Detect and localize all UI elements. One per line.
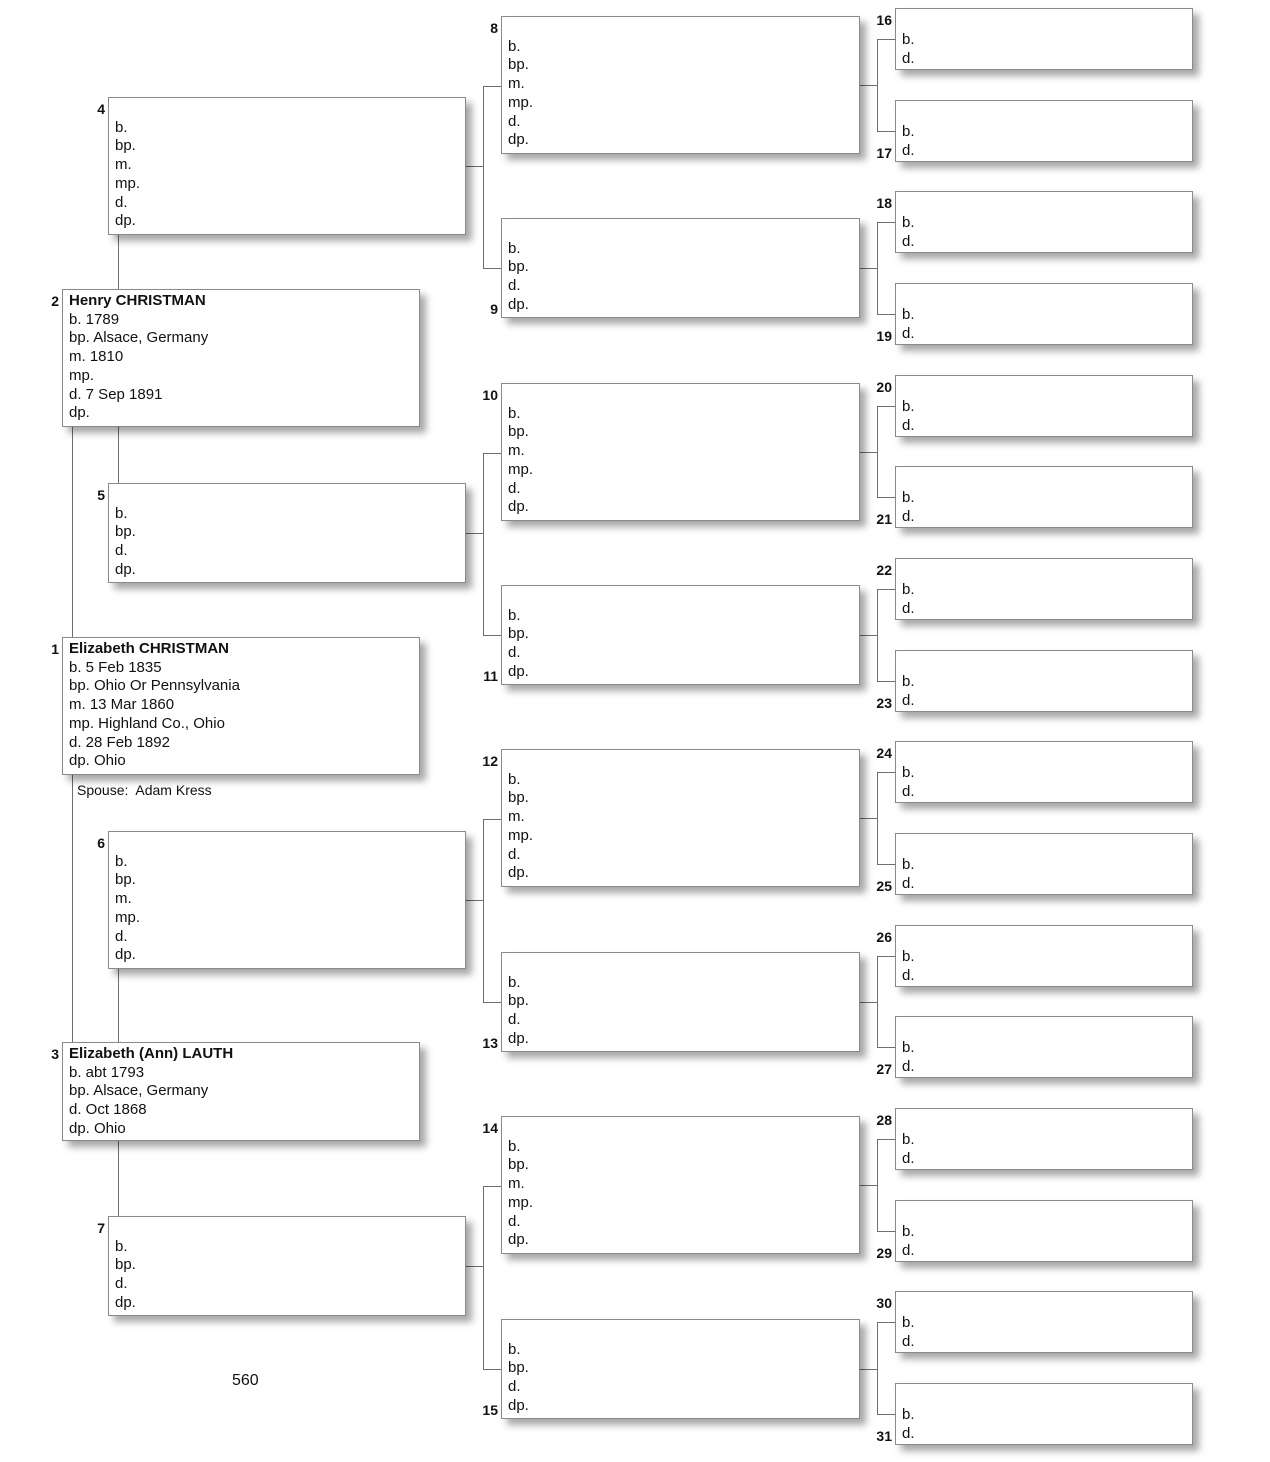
detail-line: dp.	[508, 662, 529, 680]
detail-line: b.	[902, 1314, 915, 1331]
person-number: 24	[876, 745, 892, 761]
person-box-26[interactable]	[895, 925, 1193, 987]
connector-13	[483, 1002, 501, 1003]
detail-line: b.	[902, 1039, 915, 1056]
person-details	[508, 588, 529, 682]
connector-24	[877, 772, 895, 773]
detail-line: mp.	[508, 93, 534, 111]
person-number: 19	[876, 328, 892, 344]
person-box-24[interactable]	[895, 741, 1193, 803]
connector-21	[877, 497, 895, 498]
person-name	[115, 486, 136, 505]
detail-line: b.	[508, 973, 521, 991]
person-box-7[interactable]	[108, 1216, 466, 1316]
detail-line: m.	[115, 890, 132, 908]
connector-3-7	[118, 1141, 119, 1216]
detail-line: d.	[902, 416, 915, 434]
detail-line: b.	[902, 398, 915, 415]
person-box-21[interactable]	[895, 466, 1193, 528]
connector-5-v	[483, 453, 484, 635]
detail-line: b.	[902, 31, 915, 48]
detail-line: bp. Ohio Or Pennsylvania	[69, 677, 240, 695]
person-details	[902, 1314, 915, 1351]
connector-14	[483, 1186, 501, 1187]
person-name	[508, 955, 529, 974]
connector-7-v	[483, 1186, 484, 1369]
detail-line: d.	[902, 1332, 915, 1350]
connector-31	[877, 1414, 895, 1415]
detail-line: dp.	[115, 212, 136, 230]
detail-line: d.	[902, 874, 915, 892]
connector-14-h	[860, 1185, 877, 1186]
connector-5-h	[466, 533, 483, 534]
detail-line: b.	[508, 606, 521, 624]
detail-line: d. Oct 1868	[69, 1101, 147, 1119]
person-name: Elizabeth (Ann) LAUTH	[69, 1045, 234, 1062]
detail-line: mp.	[69, 366, 95, 384]
detail-line: d.	[902, 966, 915, 984]
connector-18	[877, 222, 895, 223]
connector-6-v	[483, 819, 484, 1002]
detail-line: bp. Alsace, Germany	[69, 1082, 209, 1100]
person-details	[902, 856, 915, 893]
connector-8-v	[877, 39, 878, 131]
detail-line: b.	[508, 770, 521, 788]
detail-line: b.	[508, 239, 521, 257]
connector-12-v	[877, 772, 878, 864]
detail-line: d.	[508, 1378, 521, 1396]
connector-8	[483, 86, 501, 87]
detail-line: d.	[902, 141, 915, 159]
detail-line: d.	[902, 1424, 915, 1442]
detail-line: bp.	[508, 423, 529, 441]
detail-line: b.	[115, 852, 128, 870]
detail-line: d.	[902, 1241, 915, 1259]
detail-line: d.	[115, 542, 128, 560]
detail-line: dp. Ohio	[69, 1119, 126, 1137]
detail-line: b.	[115, 504, 128, 522]
detail-line: bp. Alsace, Germany	[69, 329, 209, 347]
person-number: 26	[876, 929, 892, 945]
detail-line: mp.	[508, 1193, 534, 1211]
person-box-6[interactable]	[108, 831, 466, 969]
connector-12-h	[860, 818, 877, 819]
connector-25	[877, 864, 895, 865]
detail-line: d.	[508, 277, 521, 295]
person-name	[508, 1119, 533, 1138]
person-details	[69, 640, 240, 771]
detail-line: b.	[902, 856, 915, 873]
detail-line: bp.	[115, 1256, 136, 1274]
detail-line: dp.	[508, 498, 529, 516]
detail-line: b.	[902, 948, 915, 965]
person-name	[508, 588, 529, 607]
connector-8-h	[860, 85, 877, 86]
connector-2-5	[118, 427, 119, 483]
detail-line: dp.	[115, 946, 136, 964]
detail-line: b.	[902, 489, 915, 506]
detail-line: b.	[902, 1223, 915, 1240]
connector-30	[877, 1322, 895, 1323]
connector-11-h	[860, 635, 877, 636]
connector-15	[483, 1369, 501, 1370]
detail-line: d. 28 Feb 1892	[69, 733, 170, 751]
person-box-30[interactable]	[895, 1291, 1193, 1353]
person-box-5[interactable]	[108, 483, 466, 583]
person-number: 21	[876, 511, 892, 527]
person-details	[902, 214, 915, 251]
spouse-label: Spouse:	[77, 782, 129, 798]
person-details	[508, 752, 533, 883]
connector-11	[483, 635, 501, 636]
connector-4-v	[483, 86, 484, 268]
person-box-10[interactable]	[501, 383, 860, 521]
person-box-15[interactable]	[501, 1319, 860, 1419]
person-details	[115, 100, 140, 231]
detail-line: m. 1810	[69, 348, 124, 366]
person-details	[902, 489, 915, 526]
detail-line: d.	[902, 232, 915, 250]
detail-line: d.	[902, 324, 915, 342]
person-box-3[interactable]	[62, 1042, 420, 1141]
person-number: 18	[876, 195, 892, 211]
spouse-name: Adam Kress	[135, 782, 212, 798]
connector-26	[877, 956, 895, 957]
person-box-29[interactable]	[895, 1200, 1193, 1262]
person-details	[69, 292, 208, 423]
detail-line: d.	[508, 644, 521, 662]
person-number: 1	[51, 641, 59, 657]
detail-line: d.	[508, 112, 521, 130]
connector-9-v	[877, 222, 878, 314]
person-number: 17	[876, 145, 892, 161]
detail-line: b.	[902, 764, 915, 781]
detail-line: mp. Highland Co., Ohio	[69, 714, 225, 732]
person-box-27[interactable]	[895, 1016, 1193, 1078]
person-box-12[interactable]	[501, 749, 860, 887]
person-box-9[interactable]	[501, 218, 860, 318]
detail-line: d.	[115, 1275, 128, 1293]
person-number: 10	[482, 387, 498, 403]
detail-line: d.	[902, 49, 915, 67]
person-box-14[interactable]	[501, 1116, 860, 1254]
person-box-22[interactable]	[895, 558, 1193, 620]
connector-11-v	[877, 589, 878, 681]
detail-line: dp.	[69, 404, 90, 422]
detail-line: m.	[508, 442, 525, 460]
connector-12	[483, 819, 501, 820]
detail-line: d.	[508, 845, 521, 863]
connector-15-h	[860, 1369, 877, 1370]
person-number: 31	[876, 1428, 892, 1444]
person-box-18[interactable]	[895, 191, 1193, 253]
person-details	[902, 1406, 915, 1443]
connector-1-3	[72, 775, 73, 1042]
person-details	[902, 1131, 915, 1168]
person-box-23[interactable]	[895, 650, 1193, 712]
person-number: 13	[482, 1035, 498, 1051]
detail-line: b.	[902, 214, 915, 231]
person-number: 23	[876, 695, 892, 711]
connector-19	[877, 314, 895, 315]
person-name	[508, 386, 533, 405]
person-number: 30	[876, 1295, 892, 1311]
person-box-2[interactable]	[62, 289, 420, 427]
connector-13-h	[860, 1002, 877, 1003]
detail-line: b.	[115, 118, 128, 136]
connector-6-h	[466, 900, 483, 901]
detail-line: bp.	[508, 56, 529, 74]
person-box-4[interactable]	[108, 97, 466, 235]
detail-line: dp.	[508, 131, 529, 149]
detail-line: d.	[902, 691, 915, 709]
person-number: 14	[482, 1120, 498, 1136]
connector-4-h	[466, 166, 483, 167]
detail-line: dp. Ohio	[69, 752, 126, 770]
person-box-17[interactable]	[895, 100, 1193, 162]
connector-14-v	[877, 1139, 878, 1231]
person-details	[508, 1322, 529, 1416]
detail-line: b.	[508, 404, 521, 422]
person-number: 16	[876, 12, 892, 28]
connector-17	[877, 131, 895, 132]
person-number: 28	[876, 1112, 892, 1128]
detail-line: b.	[508, 1340, 521, 1358]
detail-line: b.	[902, 123, 915, 140]
person-number: 11	[483, 668, 498, 684]
connector-6-3	[118, 969, 119, 1042]
detail-line: b.	[902, 581, 915, 598]
detail-line: b.	[902, 673, 915, 690]
person-number: 22	[876, 562, 892, 578]
person-box-25[interactable]	[895, 833, 1193, 895]
detail-line: d.	[902, 599, 915, 617]
person-details	[902, 123, 915, 160]
connector-23	[877, 681, 895, 682]
page-number: 560	[232, 1372, 259, 1389]
person-number: 29	[876, 1245, 892, 1261]
connector-13-v	[877, 956, 878, 1047]
detail-line: dp.	[508, 1231, 529, 1249]
detail-line: b.	[902, 1406, 915, 1423]
detail-line: d.	[115, 193, 128, 211]
detail-line: bp.	[508, 992, 529, 1010]
connector-20	[877, 406, 895, 407]
person-box-19[interactable]	[895, 283, 1193, 345]
person-box-16[interactable]	[895, 8, 1193, 70]
connector-10-h	[860, 452, 877, 453]
connector-4-2	[118, 235, 119, 289]
detail-line: m. 13 Mar 1860	[69, 696, 175, 714]
detail-line: d.	[508, 1011, 521, 1029]
detail-line: d.	[508, 479, 521, 497]
person-name	[508, 221, 529, 240]
person-details	[902, 948, 915, 985]
connector-2-1	[72, 427, 73, 637]
person-number: 2	[51, 293, 59, 309]
detail-line: d.	[902, 1057, 915, 1075]
detail-line: dp.	[508, 1396, 529, 1414]
detail-line: dp.	[508, 1029, 529, 1047]
person-details	[69, 1045, 233, 1139]
detail-line: bp.	[115, 871, 136, 889]
detail-line: dp.	[115, 560, 136, 578]
detail-line: mp.	[508, 460, 534, 478]
detail-line: d.	[902, 1149, 915, 1167]
person-details	[508, 955, 529, 1049]
connector-10	[483, 453, 501, 454]
detail-line: b.	[508, 1137, 521, 1155]
detail-line: d.	[115, 927, 128, 945]
detail-line: d.	[508, 1212, 521, 1230]
detail-line: dp.	[508, 295, 529, 313]
person-name: Elizabeth CHRISTMAN	[69, 640, 230, 657]
connector-16	[877, 39, 895, 40]
person-details	[115, 1219, 136, 1313]
person-details	[902, 1223, 915, 1260]
detail-line: m.	[508, 75, 525, 93]
detail-line: m.	[508, 1175, 525, 1193]
detail-line: b.	[902, 306, 915, 323]
detail-line: mp.	[115, 908, 141, 926]
detail-line: bp.	[508, 625, 529, 643]
person-details	[115, 834, 140, 965]
person-number: 7	[97, 1220, 105, 1236]
person-details	[508, 1119, 533, 1250]
detail-line: b.	[115, 1237, 128, 1255]
person-name	[115, 834, 140, 853]
person-name	[115, 100, 140, 119]
person-number: 27	[876, 1061, 892, 1077]
detail-line: dp.	[508, 864, 529, 882]
person-box-31[interactable]	[895, 1383, 1193, 1445]
person-number: 4	[97, 101, 105, 117]
person-details	[508, 386, 533, 517]
person-number: 25	[876, 878, 892, 894]
connector-22	[877, 589, 895, 590]
person-details	[902, 306, 915, 343]
connector-9	[483, 268, 501, 269]
person-name: Henry CHRISTMAN	[69, 292, 206, 309]
person-name	[508, 752, 533, 771]
detail-line: b. 1789	[69, 310, 120, 328]
detail-line: bp.	[508, 258, 529, 276]
detail-line: d.	[902, 782, 915, 800]
person-number: 20	[876, 379, 892, 395]
detail-line: b. 5 Feb 1835	[69, 658, 162, 676]
person-details	[902, 31, 915, 68]
person-box-11[interactable]	[501, 585, 860, 685]
person-name	[115, 1219, 136, 1238]
detail-line: b.	[902, 1131, 915, 1148]
connector-27	[877, 1047, 895, 1048]
connector-29	[877, 1231, 895, 1232]
connector-28	[877, 1139, 895, 1140]
spouse-line	[77, 782, 212, 798]
detail-line: mp.	[508, 826, 534, 844]
detail-line: dp.	[115, 1293, 136, 1311]
detail-line: mp.	[115, 174, 141, 192]
detail-line: d.	[902, 507, 915, 525]
connector-9-h	[860, 268, 877, 269]
detail-line: bp.	[115, 137, 136, 155]
person-number: 6	[97, 835, 105, 851]
person-details	[115, 486, 136, 580]
person-box-1[interactable]	[62, 637, 420, 775]
detail-line: b. abt 1793	[69, 1063, 145, 1081]
connector-10-v	[877, 406, 878, 497]
person-details	[902, 398, 915, 435]
person-box-28[interactable]	[895, 1108, 1193, 1170]
person-box-13[interactable]	[501, 952, 860, 1052]
person-details	[902, 581, 915, 618]
detail-line: b.	[508, 37, 521, 55]
detail-line: m.	[508, 808, 525, 826]
person-details	[902, 764, 915, 801]
person-details	[902, 673, 915, 710]
person-number: 3	[51, 1046, 59, 1062]
person-number: 9	[490, 301, 498, 317]
detail-line: m.	[115, 156, 132, 174]
detail-line: d. 7 Sep 1891	[69, 385, 163, 403]
person-name	[508, 19, 533, 38]
detail-line: bp.	[508, 1156, 529, 1174]
person-number: 15	[482, 1402, 498, 1418]
person-number: 5	[97, 487, 105, 503]
person-number: 8	[490, 20, 498, 36]
detail-line: bp.	[115, 523, 136, 541]
connector-15-v	[877, 1322, 878, 1414]
connector-7-h	[466, 1266, 483, 1267]
person-details	[508, 19, 533, 150]
person-details	[902, 1039, 915, 1076]
person-box-20[interactable]	[895, 375, 1193, 437]
person-details	[508, 221, 529, 315]
detail-line: bp.	[508, 789, 529, 807]
person-name	[508, 1322, 529, 1341]
detail-line: bp.	[508, 1359, 529, 1377]
person-number: 12	[482, 753, 498, 769]
person-box-8[interactable]	[501, 16, 860, 154]
